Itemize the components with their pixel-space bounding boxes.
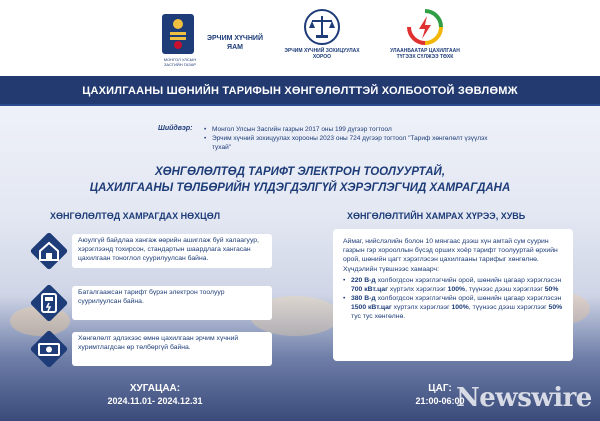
deadline-value: 2024.11.01- 2024.12.31 bbox=[107, 396, 203, 406]
deadline-label: ХУГАЦАА: bbox=[129, 383, 181, 394]
coverage-text: тус тус хөнгөлнө. bbox=[351, 313, 406, 321]
condition-text: Баталгаажсан тарифт бүрэн электрон тоолуур суурилуулсан байна. bbox=[72, 286, 272, 320]
voltage-220: 220 В-д bbox=[351, 276, 376, 284]
house-plug-icon bbox=[37, 240, 61, 262]
money-icon bbox=[37, 338, 61, 360]
newswire-watermark: Newswire bbox=[456, 383, 592, 413]
kwh-1500: 1500 кВт.цаг bbox=[351, 304, 392, 312]
pct-100: 100% bbox=[451, 304, 469, 312]
headline-line: ХӨНГӨЛӨЛТӨД ТАРИФТ ЭЛЕКТРОН ТООЛУУРТАЙ, bbox=[154, 166, 446, 178]
coverage-text: , түүнээс дээш хэрэглээг bbox=[468, 304, 549, 312]
condition-text: Хөнгөлөлт эдлэхээс өмнө цахилгаан эрчим хүчний хуримтлагдсан өр төлбөргүй байна. bbox=[72, 332, 272, 366]
headline-line: ЦАХИЛГААНЫ ТӨЛБӨРИЙН ҮЛДЭГДЭЛГҮЙ ХЭРЭГЛЭГЧИД ХАМРАГДАНА bbox=[89, 181, 511, 194]
condition-item bbox=[30, 232, 272, 270]
headline bbox=[0, 165, 600, 196]
logo-header bbox=[0, 0, 600, 76]
scales-icon bbox=[303, 8, 341, 46]
time-label: ЦАГ: bbox=[428, 383, 452, 394]
power-utility-logo bbox=[380, 6, 470, 60]
coverage-text: холбогдсон хэрэглэгчийн орой, шөнийн цагаар хэрэглэсэн bbox=[375, 276, 562, 284]
ministry-name: ЭРЧИМ ХҮЧНИЙ ЯАМ bbox=[207, 35, 263, 52]
coverage-text: холбогдсон хэрэглэгчийн орой, шөнийн цагаар хэрэглэсэн bbox=[375, 295, 562, 303]
erc-caption: ЭРЧИМ ХҮЧНИЙ ЗОХИЦУУЛАХ ХОРОО bbox=[284, 48, 360, 60]
coverage-list bbox=[343, 276, 563, 322]
time-value: 21:00-06:00 bbox=[415, 396, 465, 406]
kwh-700: 700 кВт.цаг bbox=[351, 285, 388, 293]
pct-50: 50% bbox=[544, 285, 559, 293]
soyombo-emblem-icon bbox=[160, 12, 196, 56]
coverage-box bbox=[333, 229, 573, 361]
basis-item: • Эрчим хүчний зохицуулах хорооны 2023 оны 724 дүгээр тогтоол "Тариф хөнгөлөлт үзүүлэх тухай" bbox=[204, 135, 504, 153]
coverage-item-380v bbox=[343, 294, 563, 322]
ministry-small-caption: МОНГОЛ УЛСЫН ЗАСГИЙН ГАЗАР bbox=[163, 57, 197, 67]
condition-item bbox=[30, 330, 272, 368]
pct-100: 100% bbox=[447, 285, 466, 293]
banner-title: ЦАХИЛГААНЫ ШӨНИЙН ТАРИФЫН ХӨНГӨЛӨЛТТЭЙ ХОЛБООТОЙ ЗӨВЛӨМЖ bbox=[82, 85, 518, 97]
coverage-text: хүртэлх хэрэглээг bbox=[387, 285, 448, 293]
coverage-title: ХӨНГӨЛӨЛТИЙН ХАМРАХ ХҮРЭЭ, ХУВЬ bbox=[347, 211, 526, 221]
title-banner bbox=[0, 76, 600, 106]
lightning-ring-icon bbox=[406, 8, 444, 46]
basis-item: • Монгол Улсын Засгийн газрын 2017 оны 199 дүгээр тогтоол bbox=[204, 126, 504, 135]
coverage-item-220v bbox=[343, 276, 563, 294]
coverage-text: хүртэлх хэрэглээг bbox=[391, 304, 452, 312]
basis-label: Шийдвэр: bbox=[158, 125, 193, 132]
condition-item bbox=[30, 284, 272, 322]
power-caption: УЛААНБААТАР ЦАХИЛГААН ТҮГЭЭХ СҮЛЖЭЭ ТӨХК bbox=[390, 48, 460, 60]
deadline-block bbox=[60, 383, 250, 406]
coverage-intro: Аймаг, нийслэлийн болон 10 мянгаас дээш хүн амтай сум суурин газрын гэр хорооллын бүсэд орших хоёр тарифт тоолууртай өрхийн орой, шөнийн цагт хэрэглэсэн цахилгааны тарифыг хөнгөлнө. Хүчдэлийн түвшнээс хамаарч: bbox=[343, 238, 558, 273]
coverage-text: , түүнээс дээш хэрэглээг bbox=[465, 285, 545, 293]
basis-list bbox=[204, 126, 504, 152]
voltage-380: 380 В-д bbox=[351, 295, 376, 303]
pct-50: 50% bbox=[548, 304, 563, 312]
conditions-title: ХӨНГӨЛӨЛТӨД ХАМРАГДАХ НӨХЦӨЛ bbox=[50, 211, 221, 221]
erc-logo bbox=[282, 6, 362, 60]
meter-icon bbox=[37, 292, 61, 314]
condition-text: Аюулгүй байдлаа хангаж өөрийн ашиглаж буй халаагуур, хэрэглээнд тохирсон, стандартын шаардлага хангасан цахилгаан тоноглол суурилуулсан байна. bbox=[72, 234, 272, 268]
